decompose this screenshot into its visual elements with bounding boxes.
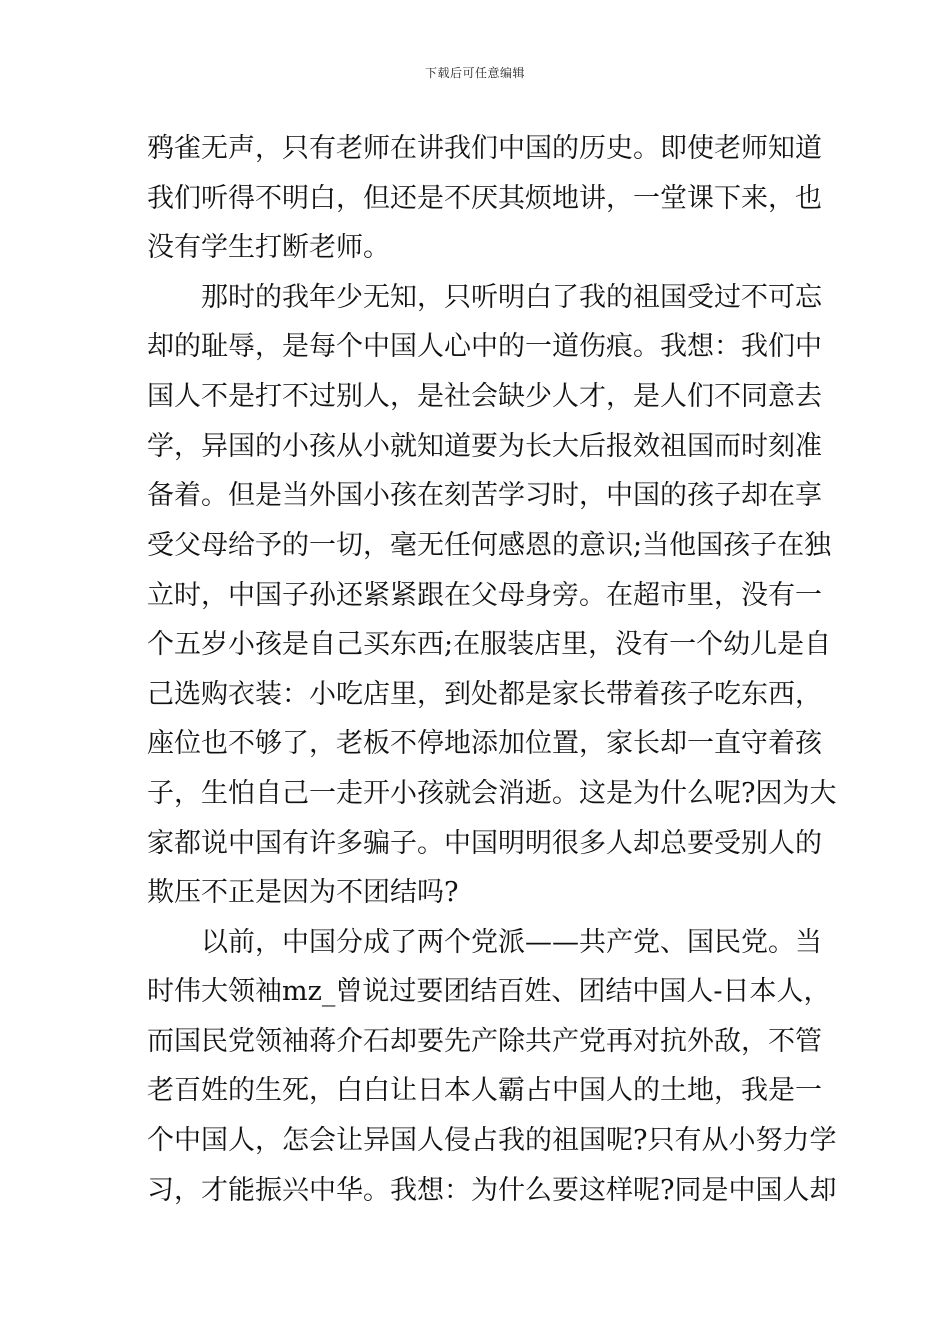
body-line: 时伟大领袖mz_曾说过要团结百姓、团结中国人-日本人， [147,976,831,1007]
body-line: 备着。但是当外国小孩在刻苦学习时，中国的孩子却在享 [147,480,822,511]
body-line: 那时的我年少无知，只听明白了我的祖国受过不可忘 [147,282,822,313]
body-line: 立时，中国子孙还紧紧跟在父母身旁。在超市里，没有一 [147,580,822,611]
body-line: 家都说中国有许多骗子。中国明明很多人却总要受别人的 [147,828,822,859]
body-line: 我们听得不明白，但还是不厌其烦地讲，一堂课下来，也 [147,183,822,214]
body-line: 受父母给予的一切，毫无任何感恩的意识;当他国孩子在独 [147,530,832,561]
body-line: 老百姓的生死，白白让日本人霸占中国人的土地，我是一 [147,1075,822,1106]
body-line: 欺压不正是因为不团结吗? [147,877,459,908]
body-line: 以前，中国分成了两个党派——共产党、国民党。当 [147,927,822,958]
body-line: 鸦雀无声，只有老师在讲我们中国的历史。即使老师知道 [147,133,822,164]
body-line: 座位也不够了，老板不停地添加位置，家长却一直守着孩 [147,728,822,759]
body-line: 却的耻辱，是每个中国人心中的一道伤痕。我想：我们中 [147,331,822,362]
page-header: 下载后可任意编辑 [424,66,525,80]
body-line: 子，生怕自己一走开小孩就会消逝。这是为什么呢?因为大 [147,778,837,809]
body-line: 己选购衣装：小吃店里，到处都是家长带着孩子吃东西， [147,679,822,710]
body-line: 国人不是打不过别人，是社会缺少人才，是人们不同意去 [147,381,822,412]
body-line: 没有学生打断老师。 [147,232,390,263]
body-line: 个五岁小孩是自己买东西;在服装店里，没有一个幼儿是自 [147,629,832,660]
body-line: 个中国人，怎会让异国人侵占我的祖国呢?只有从小努力学 [147,1125,837,1156]
body-line: 学，异国的小孩从小就知道要为长大后报效祖国而时刻准 [147,431,822,462]
body-line: 习，才能振兴中华。我想：为什么要这样呢?同是中国人却 [147,1175,837,1206]
body-line: 而国民党领袖蒋介石却要先产除共产党再对抗外敌，不管 [147,1026,822,1057]
